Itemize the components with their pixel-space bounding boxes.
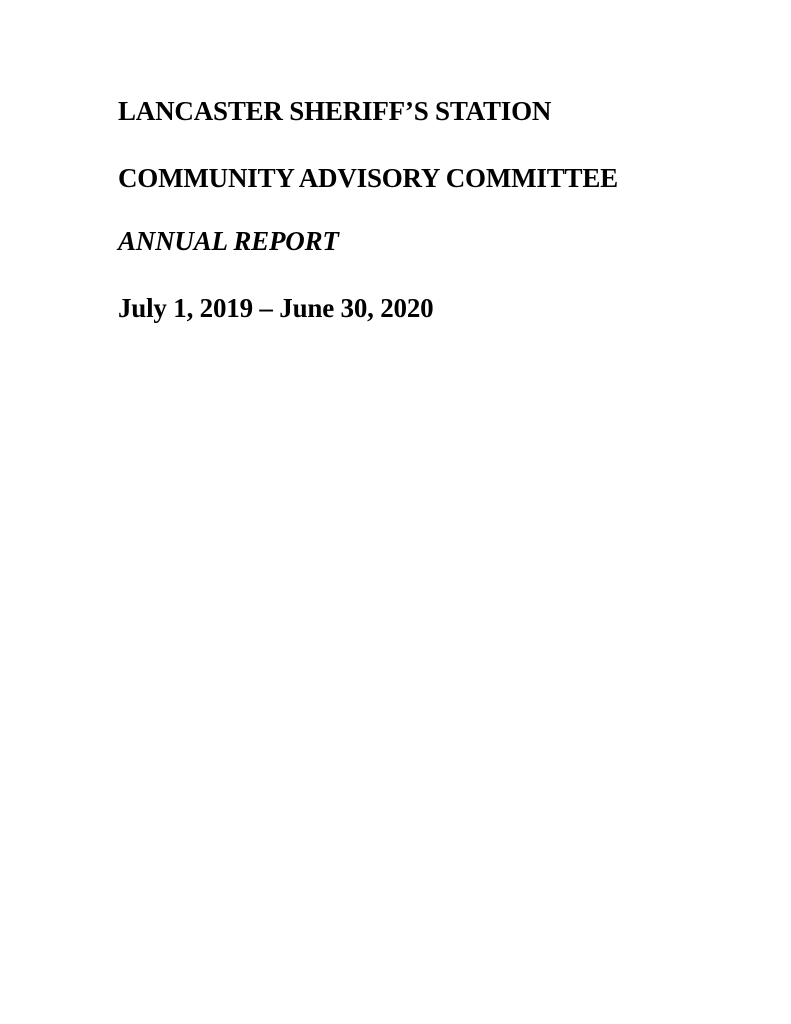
report-period: July 1, 2019 – June 30, 2020 bbox=[118, 293, 434, 323]
committee-title: COMMUNITY ADVISORY COMMITTEE bbox=[118, 163, 618, 193]
report-type-heading: ANNUAL REPORT bbox=[118, 226, 339, 256]
station-title: LANCASTER SHERIFF’S STATION bbox=[118, 96, 552, 126]
